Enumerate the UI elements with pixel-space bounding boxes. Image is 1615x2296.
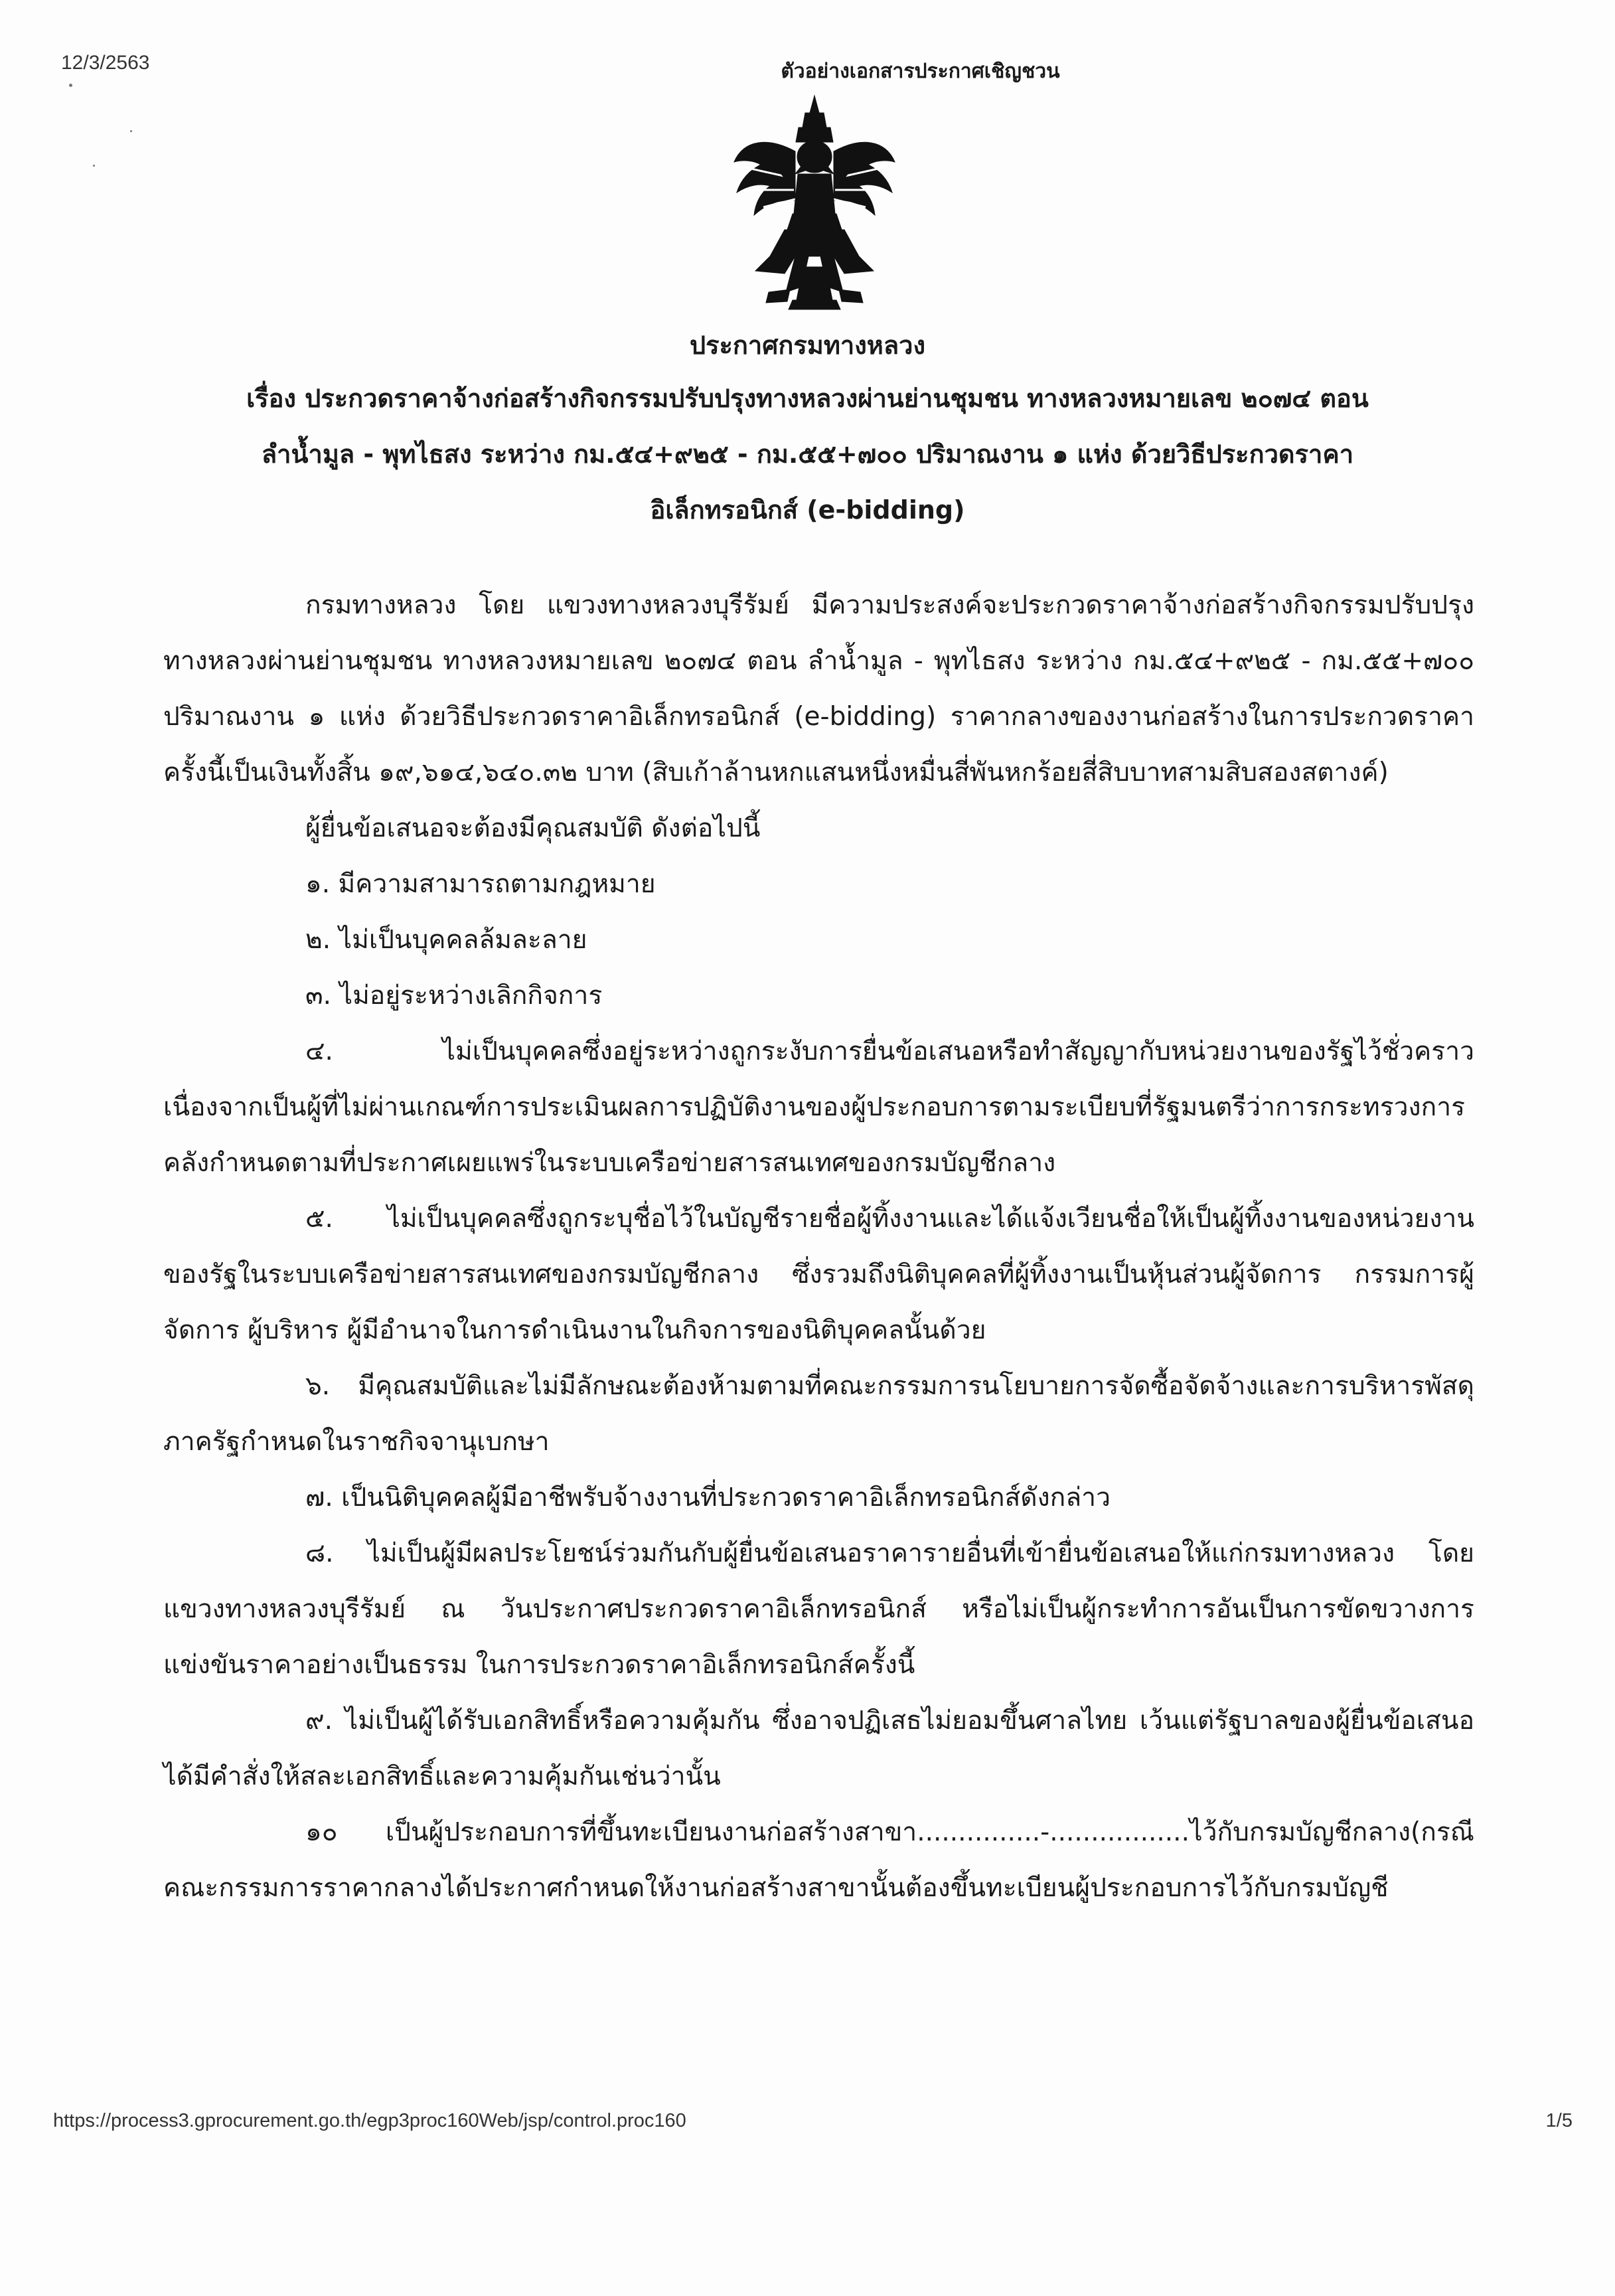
subject-line: ลำน้ำมูล - พุทไธสง ระหว่าง กม.๕๔+๙๒๕ - กม.๕๕+๗๐๐ ปริมาณงาน ๑ แห่ง ด้วยวิธีประกวดราคา: [261, 440, 1354, 469]
intro-paragraph: กรมทางหลวง โดย แขวงทางหลวงบุรีรัมย์ มีความประสงค์จะประกวดราคาจ้างก่อสร้างกิจกรรมปรับปรุงทางหลวงผ่านย่านชุมชน ทางหลวงหมายเลข ๒๐๗๔ ตอน ลำน้ำมูล - พุทไธสง ระหว่าง กม.๕๔+๙๒๕ - กม.๕๕+๗๐๐ ปริมาณงาน ๑ แห่ง ด้วยวิธีประกวดราคาอิเล็กทรอนิกส์ (e-bidding) ราคากลางของงานก่อสร้างในการประกวดราคาครั้งนี้เป็นเงินทั้งสิ้น ๑๙,๖๑๔,๖๔๐.๓๒ บาท (สิบเก้าล้านหกแสนหนึ่งหมื่นสี่พันหกร้อยสี่สิบบาทสามสิบสองสตางค์): [163, 590, 1474, 787]
qualification-item: ๑๐ เป็นผู้ประกอบการที่ขึ้นทะเบียนงานก่อสร้างสาขา...............-.................ไว้กับกรมบัญชีกลาง(กรณีคณะกรรมการราคากลางได้ประกาศกำหนดให้งานก่อสร้างสาขานั้นต้องขึ้นทะเบียนผู้ประกอบการไว้กับกรมบัญชี: [163, 1817, 1474, 1903]
subject-line: เรื่อง ประกวดราคาจ้างก่อสร้างกิจกรรมปรับปรุงทางหลวงผ่านย่านชุมชน ทางหลวงหมายเลข ๒๐๗๔ ตอน: [246, 384, 1369, 413]
qualification-item: ๒. ไม่เป็นบุคคลล้มละลาย: [305, 925, 587, 955]
announcement-agency: ประกาศกรมทางหลวง: [689, 331, 926, 360]
qualification-item: ๑. มีความสามารถตามกฎหมาย: [305, 869, 656, 899]
qualification-item: ๓. ไม่อยู่ระหว่างเลิกกิจการ: [305, 981, 603, 1011]
qualification-item: ๖. มีคุณสมบัติและไม่มีลักษณะต้องห้ามตามที่คณะกรรมการนโยบายการจัดซื้อจัดจ้างและการบริหารพัสดุภาครัฐกำหนดในราชกิจจานุเบกษา: [163, 1371, 1474, 1457]
garuda-emblem-icon: [729, 93, 900, 312]
print-date: 12/3/2563: [61, 52, 150, 74]
qualification-item: ๔. ไม่เป็นบุคคลซึ่งอยู่ระหว่างถูกระงับการยื่นข้อเสนอหรือทำสัญญากับหน่วยงานของรัฐไว้ชั่วคราว เนื่องจากเป็นผู้ที่ไม่ผ่านเกณฑ์การประเมินผลการปฏิบัติงานของผู้ประกอบการตามระเบียบที่รัฐมนตรีว่าการกระทรวงการคลังกำหนดตามที่ประกาศเผยแพร่ในระบบเครือข่ายสารสนเทศของกรมบัญชีกลาง: [163, 1036, 1474, 1178]
page-indicator: 1/5: [1545, 2110, 1573, 2131]
qualifications-heading: ผู้ยื่นข้อเสนอจะต้องมีคุณสมบัติ ดังต่อไปนี้: [305, 813, 761, 843]
scan-speck: [130, 130, 132, 132]
scan-speck: [93, 165, 95, 167]
announcement-subject: [113, 370, 1502, 538]
qualification-item: ๗. เป็นนิติบุคคลผู้มีอาชีพรับจ้างงานที่ประกวดราคาอิเล็กทรอนิกส์ดังกล่าว: [305, 1483, 1111, 1513]
qualification-item: ๕. ไม่เป็นบุคคลซึ่งถูกระบุชื่อไว้ในบัญชีรายชื่อผู้ทิ้งงานและได้แจ้งเวียนชื่อให้เป็นผู้ทิ้งงานของหน่วยงานของรัฐในระบบเครือข่ายสารสนเทศของกรมบัญชีกลาง ซึ่งรวมถึงนิติบุคคลที่ผู้ทิ้งงานเป็นหุ้นส่วนผู้จัดการ กรรมการผู้จัดการ ผู้บริหาร ผู้มีอำนาจในการดำเนินงานในกิจการของนิติบุคคลนั้นด้วย: [163, 1204, 1474, 1345]
document-label: ตัวอย่างเอกสารประกาศเชิญชวน: [781, 60, 1060, 83]
footer-url: https://process3.gprocurement.go.th/egp3proc160Web/jsp/control.proc160: [53, 2110, 686, 2131]
scan-speck: [69, 84, 72, 87]
qualification-item: ๘. ไม่เป็นผู้มีผลประโยชน์ร่วมกันกับผู้ยื่นข้อเสนอราคารายอื่นที่เข้ายื่นข้อเสนอให้แก่กรมทางหลวง โดย แขวงทางหลวงบุรีรัมย์ ณ วันประกาศประกวดราคาอิเล็กทรอนิกส์ หรือไม่เป็นผู้กระทำการอันเป็นการขัดขวางการแข่งขันราคาอย่างเป็นธรรม ในการประกวดราคาอิเล็กทรอนิกส์ครั้งนี้: [163, 1538, 1474, 1680]
subject-line: อิเล็กทรอนิกส์ (e-bidding): [650, 495, 965, 525]
document-body: [163, 578, 1474, 1916]
qualification-item: ๙. ไม่เป็นผู้ได้รับเอกสิทธิ์หรือความคุ้มกัน ซึ่งอาจปฏิเสธไม่ยอมขึ้นศาลไทย เว้นแต่รัฐบาลของผู้ยื่นข้อเสนอได้มีคำสั่งให้สละเอกสิทธิ์และความคุ้มกันเช่นว่านั้น: [163, 1706, 1474, 1791]
